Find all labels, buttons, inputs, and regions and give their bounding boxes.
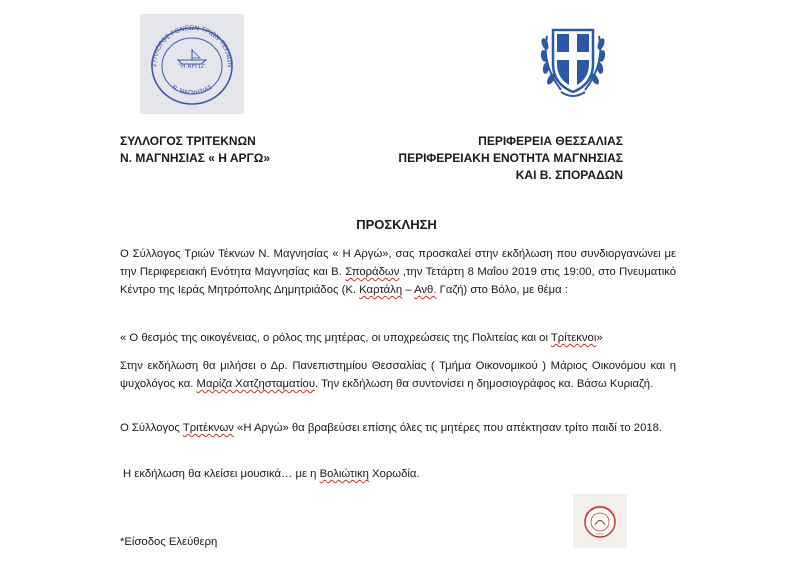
badge-text: ΒΟΛΙΩΤΙΚΗ ΧΟΡΩΔΙΑ	[584, 504, 616, 518]
organizer-right-line-3: ΚΑΙ Β. ΣΠΟΡΑΔΩΝ	[515, 168, 623, 182]
text-run: Γαζή) στο Βόλο, με θέμα :	[436, 284, 568, 296]
badge-year: 1997	[596, 532, 604, 536]
document-title: ΠΡΟΣΚΛΗΣΗ	[356, 217, 437, 232]
seal-text-bottom: Ν. ΜΑΓΝΗΣΙΑΣ	[170, 83, 214, 97]
text-run: « Ο θεσμός της οικογένειας, ο ρόλος της μητέρας, οι υποχρεώσεις της Πολιτείας και οι	[120, 332, 551, 344]
text-run: Η εκδήλωση θα κλείσει μουσικά… με η	[123, 468, 320, 480]
svg-text:Ν. ΜΑΓΝΗΣΙΑΣ	[170, 84, 213, 97]
spellcheck-word: Ανθ.	[414, 284, 437, 296]
paragraph-speakers	[120, 357, 676, 393]
organizer-right	[398, 133, 623, 184]
spellcheck-word: Σποράδων	[345, 266, 400, 278]
text-run: ,την Τετάρτη 8 Μαΐου 2019 στις 19:00, στο Πνευματικό Κέντρο της Ιεράς Μητρόπολης Δημητριάδος (Κ.	[120, 266, 676, 296]
association-seal-image	[140, 14, 244, 114]
organizer-left-line-2: Ν. ΜΑΓΝΗΣΙΑΣ « Η ΑΡΓΩ»	[120, 151, 271, 165]
text-run: Στην εκδήλωση θα μιλήσει ο Δρ. Πανεπιστημίου Θεσσαλίας ( Τμήμα Οικονομικού ) Μάριος Οικονόμου και η ψυχολόγος κα.	[120, 360, 676, 390]
text-run: . Την εκδήλωση θα συντονίσει η δημοσιογράφος κα. Βάσω Κυριαζή.	[315, 378, 654, 390]
text-run: «Η Αργώ» θα βραβεύσει επίσης όλες τις μητέρες που απέκτησαν τρίτο παιδί το 2018.	[233, 422, 663, 434]
seal-text-top: ΣΥΛΛΟΓΟΣ ΓΟΝΕΩΝ ΤΡΙΩΝ ΤΕΚΝΩΝ	[149, 23, 235, 68]
spellcheck-word: Μαρίζα Χατζησταματίου	[196, 378, 316, 390]
entry-note: *Είσοδος Ελεύθερη	[120, 536, 218, 548]
paragraph-theme	[120, 329, 676, 347]
choir-badge-image	[573, 494, 627, 548]
seal-text-center: "Η ΑΡΓΩ"	[178, 63, 206, 70]
organizer-left	[120, 133, 270, 167]
text-run: Ο Σύλλογος	[120, 422, 183, 434]
spellcheck-word: Τρίτεκνοι	[550, 332, 597, 344]
text-run: Ο Σύλλογος Τριών Τέκνων Ν. Μαγνησίας « Η Αργώ», σας προσκαλεί στην εκδήλωση που συνδιοργανώνει με την Περιφερειακή Ενότητα Μαγνησίας και Β.	[120, 248, 676, 278]
organizer-left-line-1: ΣΥΛΛΟΓΟΣ ΤΡΙΤΕΚΝΩΝ	[120, 134, 256, 148]
organizer-right-line-1: ΠΕΡΙΦΕΡΕΙΑ ΘΕΣΣΑΛΙΑΣ	[478, 134, 623, 148]
text-run: Χορωδία.	[368, 468, 420, 480]
organizer-right-line-2: ΠΕΡΙΦΕΡΕΙΑΚΗ ΕΝΟΤΗΤΑ ΜΑΓΝΗΣΙΑΣ	[398, 151, 623, 165]
paragraph-awards	[120, 419, 676, 437]
paragraph-event-details	[120, 245, 676, 299]
spellcheck-word: Καρτάλη	[359, 284, 403, 296]
spellcheck-word: Τριτέκνων	[182, 422, 234, 434]
paragraph-closing	[123, 465, 679, 483]
text-run: –	[402, 284, 415, 296]
spellcheck-word: Βολιώτικη	[319, 468, 369, 480]
text-run: »	[596, 332, 603, 344]
greek-emblem-icon	[533, 14, 613, 104]
